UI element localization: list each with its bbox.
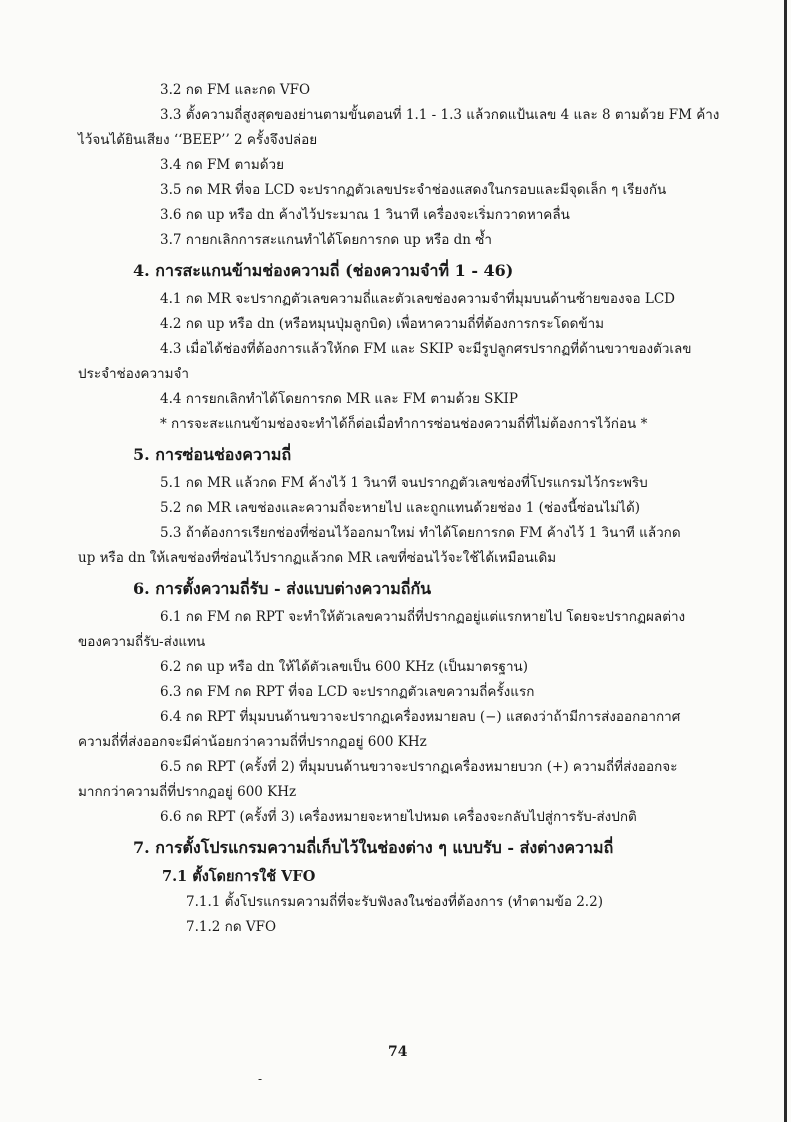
section-heading: 4. การสะแกนข้ามช่องความถี่ (ช่องความจำที่ 1 - 46): [133, 261, 514, 280]
text-line: 7.1.1 ตั้งโปรแกรมความถี่ที่จะรับฟังลงในช่องที่ต้องการ (ทำตามข้อ 2.2): [186, 894, 603, 910]
text-line: 3.7 กายกเลิกการสะแกนทำได้โดยการกด up หรือ dn ซ้ำ: [160, 232, 493, 248]
text-line: 6.4 กด RPT ที่มุมบนด้านขวาจะปรากฏเครื่องหมายลบ (−) แสดงว่าถ้ามีการส่งออกอากาศ: [160, 709, 681, 725]
text-line: 5.1 กด MR แล้วกด FM ค้างไว้ 1 วินาที จนปรากฏตัวเลขช่องที่โปรแกรมไว้กระพริบ: [160, 475, 648, 491]
text-line: มากกว่าความถี่ที่ปรากฏอยู่ 600 KHz: [78, 784, 297, 800]
text-line: 6.3 กด FM กด RPT ที่จอ LCD จะปรากฏตัวเลขความถี่ครั้งแรก: [160, 684, 535, 700]
text-line: * การจะสะแกนข้ามช่องจะทำได้ก็ต่อเมื่อทำการซ่อนช่องความถี่ที่ไม่ต้องการไว้ก่อน *: [160, 416, 648, 432]
text-line: 3.3 ตั้งความถี่สูงสุดของย่านตามขั้นตอนที่ 1.1 - 1.3 แล้วกดแป้นเลข 4 และ 8 ตามด้วย FM ค้าง: [160, 107, 720, 123]
subsection-heading: 7.1 ตั้งโดยการใช้ VFO: [162, 868, 316, 885]
text-line: 3.5 กด MR ที่จอ LCD จะปรากฏตัวเลขประจำช่องแสดงในกรอบและมีจุดเล็ก ๆ เรียงกัน: [160, 182, 667, 198]
text-line: 6.1 กด FM กด RPT จะทำให้ตัวเลขความถี่ที่ปรากฏอยู่แต่แรกหายไป โดยจะปรากฏผลต่าง: [160, 609, 686, 625]
text-line: ไว้จนได้ยินเสียง ‘‘BEEP’’ 2 ครั้งจึงปล่อย: [78, 132, 318, 148]
text-line: 5.2 กด MR เลขช่องและความถี่จะหายไป และถูกแทนด้วยช่อง 1 (ช่องนี้ซ่อนไม่ได้): [160, 500, 641, 516]
text-line: 6.2 กด up หรือ dn ให้ได้ตัวเลขเป็น 600 KHz (เป็นมาตรฐาน): [160, 659, 529, 675]
document-body: [78, 78, 738, 940]
page-number: 74: [388, 1044, 408, 1060]
text-line: up หรือ dn ให้เลขช่องที่ซ่อนไว้ปรากฏแล้วกด MR เลขที่ซ่อนไว้จะใช้ได้เหมือนเดิม: [78, 550, 557, 566]
scan-edge-line: [784, 0, 787, 1122]
section-heading: 7. การตั้งโปรแกรมความถี่เก็บไว้ในช่องต่าง ๆ แบบรับ - ส่งต่างความถี่: [133, 838, 614, 857]
text-line: ความถี่ที่ส่งออกจะมีค่าน้อยกว่าความถี่ที่ปรากฏอยู่ 600 KHz: [78, 734, 427, 750]
text-line: 6.6 กด RPT (ครั้งที่ 3) เครื่องหมายจะหายไปหมด เครื่องจะกลับไปสู่การรับ-ส่งปกติ: [160, 809, 637, 825]
text-line: 4.1 กด MR จะปรากฏตัวเลขความถี่และตัวเลขช่องความจำที่มุมบนด้านซ้ายของจอ LCD: [160, 291, 676, 307]
section-heading: 5. การซ่อนช่องความถี่: [133, 445, 292, 464]
scan-mark: -: [258, 1072, 263, 1086]
text-line: 6.5 กด RPT (ครั้งที่ 2) ที่มุมบนด้านขวาจะปรากฏเครื่องหมายบวก (+) ความถี่ที่ส่งออกจะ: [160, 759, 678, 775]
text-line: 3.2 กด FM และกด VFO: [160, 82, 311, 98]
text-line: ประจำช่องความจำ: [78, 366, 190, 382]
text-line: ของความถี่รับ-ส่งแทน: [78, 634, 206, 650]
text-line: 4.3 เมื่อได้ช่องที่ต้องการแล้วให้กด FM และ SKIP จะมีรูปลูกศรปรากฏที่ด้านขวาของตัวเลข: [160, 341, 692, 357]
text-line: 3.4 กด FM ตามด้วย: [160, 157, 284, 173]
text-line: 4.4 การยกเลิกทำได้โดยการกด MR และ FM ตามด้วย SKIP: [160, 391, 518, 407]
text-line: 3.6 กด up หรือ dn ค้างไว้ประมาณ 1 วินาที เครื่องจะเริ่มกวาดหาคลื่น: [160, 207, 570, 223]
text-line: 7.1.2 กด VFO: [186, 919, 277, 935]
section-heading: 6. การตั้งความถี่รับ - ส่งแบบต่างความถี่กัน: [133, 579, 432, 598]
text-line: 4.2 กด up หรือ dn (หรือหมุนปุ่มลูกบิด) เพื่อหาความถี่ที่ต้องการกระโดดข้าม: [160, 316, 605, 332]
text-line: 5.3 ถ้าต้องการเรียกช่องที่ซ่อนไว้ออกมาใหม่ ทำได้โดยการกด FM ค้างไว้ 1 วินาที แล้วกด: [160, 525, 681, 541]
